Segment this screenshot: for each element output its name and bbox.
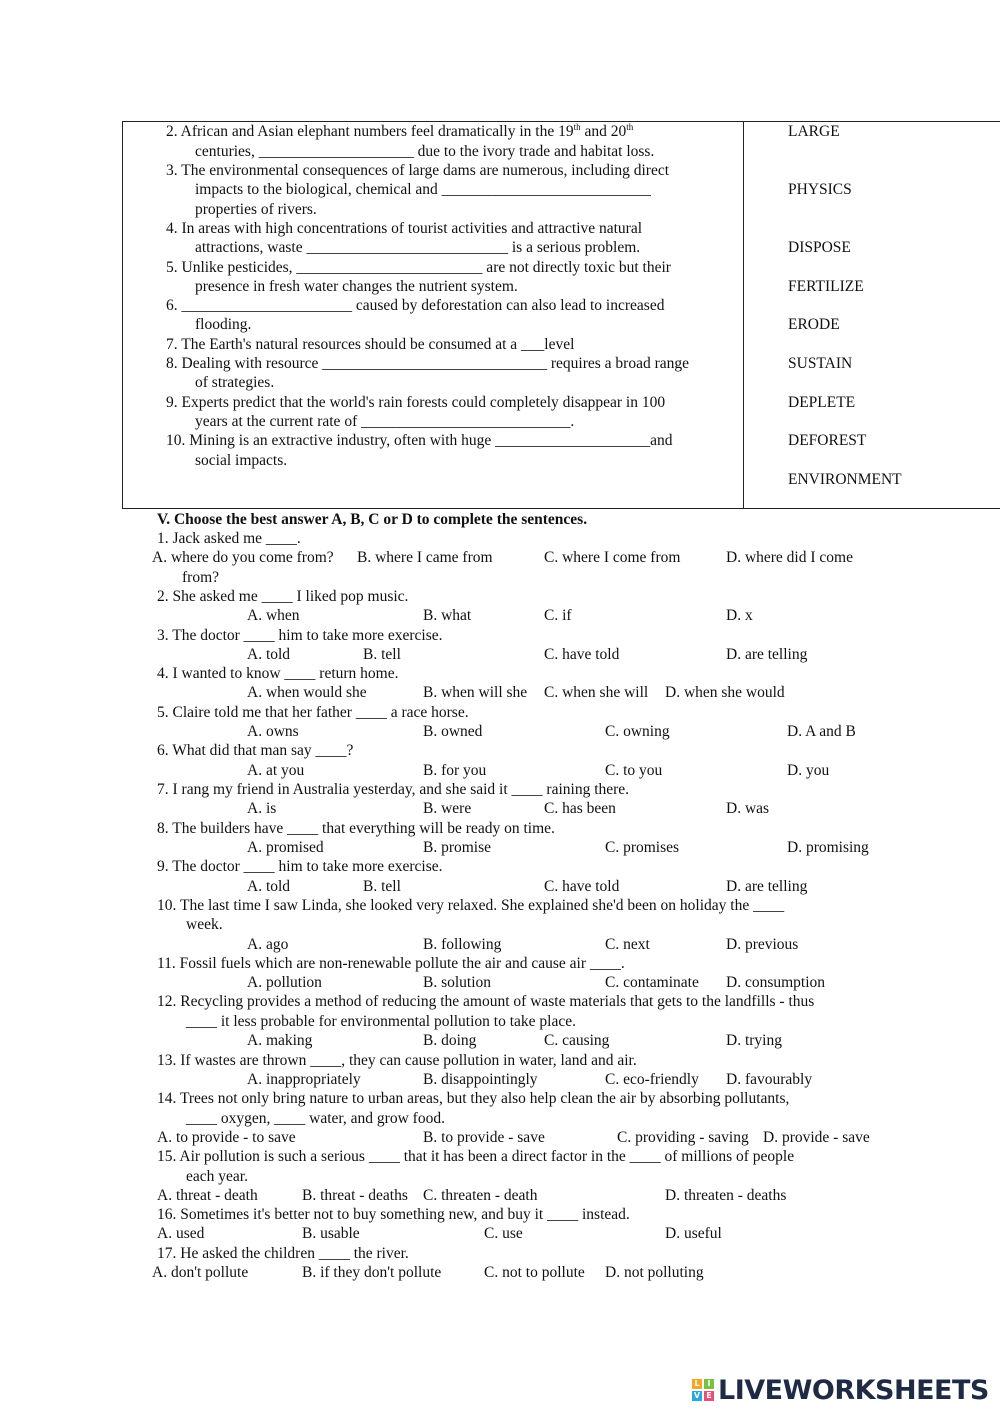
option-c: C. has been <box>544 800 616 817</box>
question-stem: 16. Sometimes it's better not to buy something new, and buy it ____ instead. <box>157 1206 630 1223</box>
option-b: B. disappointingly <box>423 1071 538 1088</box>
exercise-item-3-line-2: impacts to the biological, chemical and ___________________________ <box>195 181 651 198</box>
option-a: A. is <box>247 800 277 817</box>
option-b: B. doing <box>423 1032 477 1049</box>
question-stem-continuation: each year. <box>186 1168 248 1185</box>
question-stem: 12. Recycling provides a method of reducing the amount of waste materials that gets to the landfills - thus <box>157 993 815 1010</box>
option-b: B. solution <box>423 974 492 991</box>
option-d: D. x <box>726 607 753 624</box>
question-stem: 15. Air pollution is such a serious ____ that it has been a direct factor in the ____ of millions of people <box>157 1148 795 1165</box>
option-b: B. where I came from <box>357 549 493 566</box>
option-a: A. used <box>157 1225 205 1242</box>
question-stem: 8. The builders have ____ that everything will be ready on time. <box>157 820 555 837</box>
option-b: B. for you <box>423 762 487 779</box>
question-stem: 7. I rang my friend in Australia yesterday, and she said it ____ raining there. <box>157 781 630 798</box>
option-a: A. told <box>247 646 291 663</box>
option-c: C. have told <box>544 646 620 663</box>
question-stem-continuation: ____ it less probable for environmental pollution to take place. <box>186 1013 576 1030</box>
option-b: B. when will she <box>423 684 528 701</box>
liveworksheets-logo <box>692 1373 989 1407</box>
option-b: B. threat - deaths <box>302 1187 408 1204</box>
option-a: A. pollution <box>247 974 322 991</box>
exercise-item-6-line-2: flooding. <box>195 316 252 333</box>
exercise-item-10-line-1: 10. Mining is an extractive industry, often with huge ____________________and <box>166 432 673 449</box>
section-v-heading: V. Choose the best answer A, B, C or D to complete the sentences. <box>157 511 588 528</box>
option-c: C. eco-friendly <box>605 1071 699 1088</box>
option-a: A. to provide - to save <box>157 1129 296 1146</box>
option-c: C. owning <box>605 723 670 740</box>
exercise-item-10-line-2: social impacts. <box>195 452 288 469</box>
option-a: A. at you <box>247 762 305 779</box>
option-d: D. was <box>726 800 770 817</box>
option-d: D. previous <box>726 936 799 953</box>
word-bank-item: FERTILIZE <box>788 278 864 295</box>
option-d: D. are telling <box>726 646 808 663</box>
exercise-item-4-line-1: 4. In areas with high concentrations of tourist activities and attractive natural <box>166 220 643 237</box>
option-d: D. you <box>787 762 830 779</box>
option-c: C. to you <box>605 762 663 779</box>
question-stem: 17. He asked the children ____ the river. <box>157 1245 409 1262</box>
option-d: D. trying <box>726 1032 782 1049</box>
exercise-item-9-line-1: 9. Experts predict that the world's rain forests could completely disappear in 100 <box>166 394 666 411</box>
option-a: A. threat - death <box>157 1187 258 1204</box>
option-c: C. have told <box>544 878 620 895</box>
question-stem: 1. Jack asked me ____. <box>157 530 301 547</box>
exercise-item-4-line-2: attractions, waste __________________________ is a serious problem. <box>195 239 641 256</box>
option-b: B. to provide - save <box>423 1129 545 1146</box>
exercise-item-3-line-1: 3. The environmental consequences of large dams are numerous, including direct <box>166 162 670 179</box>
word-bank-item: SUSTAIN <box>788 355 853 372</box>
word-bank-item: ENVIRONMENT <box>788 471 902 488</box>
exercise-item-5-line-2: presence in fresh water changes the nutrient system. <box>195 278 518 295</box>
option-d: D. when she would <box>665 684 785 701</box>
option-d: D. useful <box>665 1225 722 1242</box>
live-badge-icon <box>692 1379 714 1401</box>
option-a: A. where do you come from? <box>152 549 334 566</box>
option-b: B. usable <box>302 1225 360 1242</box>
option-c: C. contaminate <box>605 974 699 991</box>
option-a: A. when would she <box>247 684 367 701</box>
word-bank-item: ERODE <box>788 316 840 333</box>
option-d: D. consumption <box>726 974 826 991</box>
option-c: C. next <box>605 936 650 953</box>
word-bank-item: PHYSICS <box>788 181 852 198</box>
exercise-item-7-line-1: 7. The Earth's natural resources should be consumed at a ___level <box>166 336 575 353</box>
option-d: D. provide - save <box>763 1129 870 1146</box>
option-a: A. making <box>247 1032 313 1049</box>
brand-name: LIVEWORKSHEETS <box>718 1374 989 1406</box>
option-c: C. providing - saving <box>617 1129 749 1146</box>
option-a: A. told <box>247 878 291 895</box>
option-d: D. favourably <box>726 1071 813 1088</box>
table-column-divider <box>743 121 744 509</box>
option-d: D. promising <box>787 839 869 856</box>
option-b: B. tell <box>363 878 401 895</box>
question-stem: 13. If wastes are thrown ____, they can cause pollution in water, land and air. <box>157 1052 637 1069</box>
question-stem-continuation: week. <box>186 916 223 933</box>
question-stem: 10. The last time I saw Linda, she looked very relaxed. She explained she'd been on holiday the ____ <box>157 897 785 914</box>
option-d: D. threaten - deaths <box>665 1187 787 1204</box>
word-bank-item: DISPOSE <box>788 239 851 256</box>
option-b: B. tell <box>363 646 401 663</box>
badge-letter: I <box>704 1379 714 1389</box>
option-c: C. use <box>484 1225 523 1242</box>
option-a: A. when <box>247 607 300 624</box>
badge-letter: V <box>693 1391 701 1400</box>
question-stem: 6. What did that man say ____? <box>157 742 354 759</box>
word-bank-item: DEPLETE <box>788 394 856 411</box>
option-a: A. owns <box>247 723 299 740</box>
option-d: D. not polluting <box>605 1264 704 1281</box>
question-stem-continuation: ____ oxygen, ____ water, and grow food. <box>186 1110 445 1127</box>
option-a: A. inappropriately <box>247 1071 361 1088</box>
option-c: C. promises <box>605 839 680 856</box>
exercise-item-6-line-1: 6. ______________________ caused by deforestation can also lead to increased <box>166 297 665 314</box>
exercise-item-8-line-1: 8. Dealing with resource _____________________________ requires a broad range <box>166 355 690 372</box>
option-b: B. were <box>423 800 472 817</box>
option-c: C. if <box>544 607 572 624</box>
option-b: B. owned <box>423 723 483 740</box>
badge-letter: E <box>704 1391 714 1401</box>
question-stem: 5. Claire told me that her father ____ a race horse. <box>157 704 469 721</box>
badge-letter: L <box>692 1379 702 1389</box>
option-c: C. causing <box>544 1032 610 1049</box>
option-d: D. where did I come <box>726 549 853 566</box>
option-c: C. where I come from <box>544 549 681 566</box>
word-bank-item: DEFOREST <box>788 432 867 449</box>
question-stem: 9. The doctor ____ him to take more exercise. <box>157 858 443 875</box>
exercise-item-8-line-2: of strategies. <box>195 374 275 391</box>
exercise-item-3-line-3: properties of rivers. <box>195 201 317 218</box>
question-stem: 4. I wanted to know ____ return home. <box>157 665 399 682</box>
question-stem: 3. The doctor ____ him to take more exercise. <box>157 627 443 644</box>
question-stem: 2. She asked me ____ I liked pop music. <box>157 588 409 605</box>
option-b: B. what <box>423 607 472 624</box>
option-b: B. promise <box>423 839 492 856</box>
question-stem: 14. Trees not only bring nature to urban areas, but they also help clean the air by absorbing pollutants, <box>157 1090 790 1107</box>
option-a: A. ago <box>247 936 289 953</box>
option-b: B. following <box>423 936 502 953</box>
exercise-item-5-line-1: 5. Unlike pesticides, ________________________ are not directly toxic but their <box>166 259 671 276</box>
option-c: C. threaten - death <box>423 1187 538 1204</box>
option-a: A. don't pollute <box>152 1264 249 1281</box>
exercise-item-9-line-2: years at the current rate of ___________________________. <box>195 413 575 430</box>
option-b: B. if they don't pollute <box>302 1264 442 1281</box>
word-bank-item: LARGE <box>788 123 840 140</box>
question-stem: 11. Fossil fuels which are non-renewable pollute the air and cause air ____. <box>157 955 625 972</box>
option-c: C. when she will <box>544 684 649 701</box>
option-d: D. A and B <box>787 723 856 740</box>
exercise-item-2-line-2: centuries, ____________________ due to the ivory trade and habitat loss. <box>195 143 655 160</box>
option-d: D. are telling <box>726 878 808 895</box>
option-continuation: from? <box>182 569 220 586</box>
option-c: C. not to pollute <box>484 1264 585 1281</box>
option-a: A. promised <box>247 839 324 856</box>
exercise-item-2-line-1: 2. African and Asian elephant numbers feel dramatically in the 19th and 20th <box>166 122 634 140</box>
